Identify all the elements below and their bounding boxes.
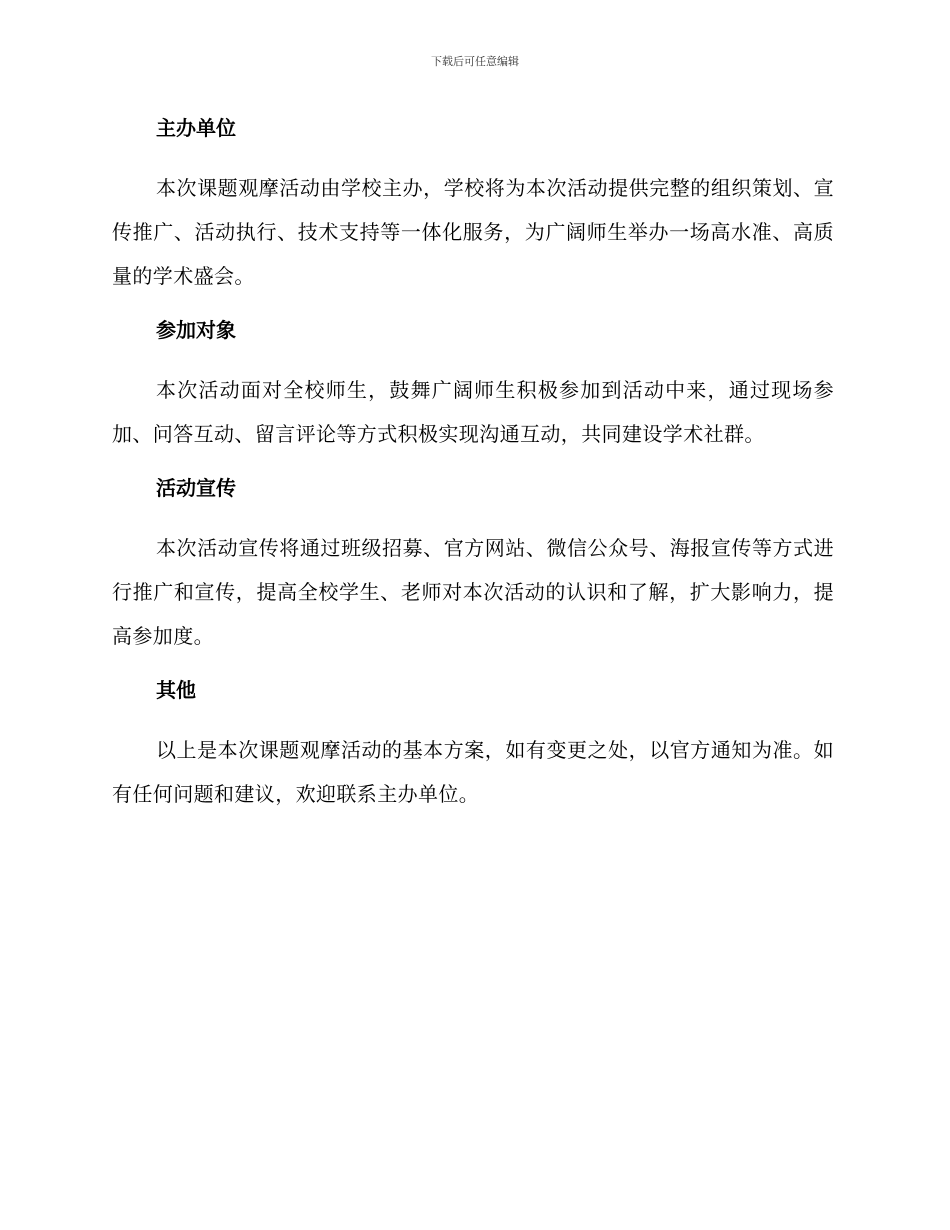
section-participants xyxy=(112,314,834,456)
section-paragraph: 本次活动面对全校师生，鼓舞广阔师生积极参加到活动中来，通过现场参加、问答互动、留言评论等方式积极实现沟通互动，共同建设学术社群。 xyxy=(112,378,834,446)
section-publicity xyxy=(112,472,834,658)
section-other xyxy=(112,674,834,816)
section-heading: 其他 xyxy=(156,678,196,702)
section-organizer xyxy=(112,112,834,298)
page-header-note: 下载后可任意编辑 xyxy=(431,55,519,68)
section-paragraph: 以上是本次课题观摩活动的基本方案，如有变更之处，以官方通知为准。如有任何问题和建议，欢迎联系主办单位。 xyxy=(112,738,834,806)
section-paragraph: 本次活动宣传将通过班级招募、官方网站、微信公众号、海报宣传等方式进行推广和宣传，提高全校学生、老师对本次活动的认识和了解，扩大影响力，提高参加度。 xyxy=(112,536,834,648)
section-heading: 主办单位 xyxy=(156,116,236,140)
section-heading: 活动宣传 xyxy=(156,476,236,500)
section-heading: 参加对象 xyxy=(156,318,236,342)
document-body xyxy=(112,112,834,832)
section-paragraph: 本次课题观摩活动由学校主办，学校将为本次活动提供完整的组织策划、宣传推广、活动执行、技术支持等一体化服务，为广阔师生举办一场高水准、高质量的学术盛会。 xyxy=(112,176,834,288)
